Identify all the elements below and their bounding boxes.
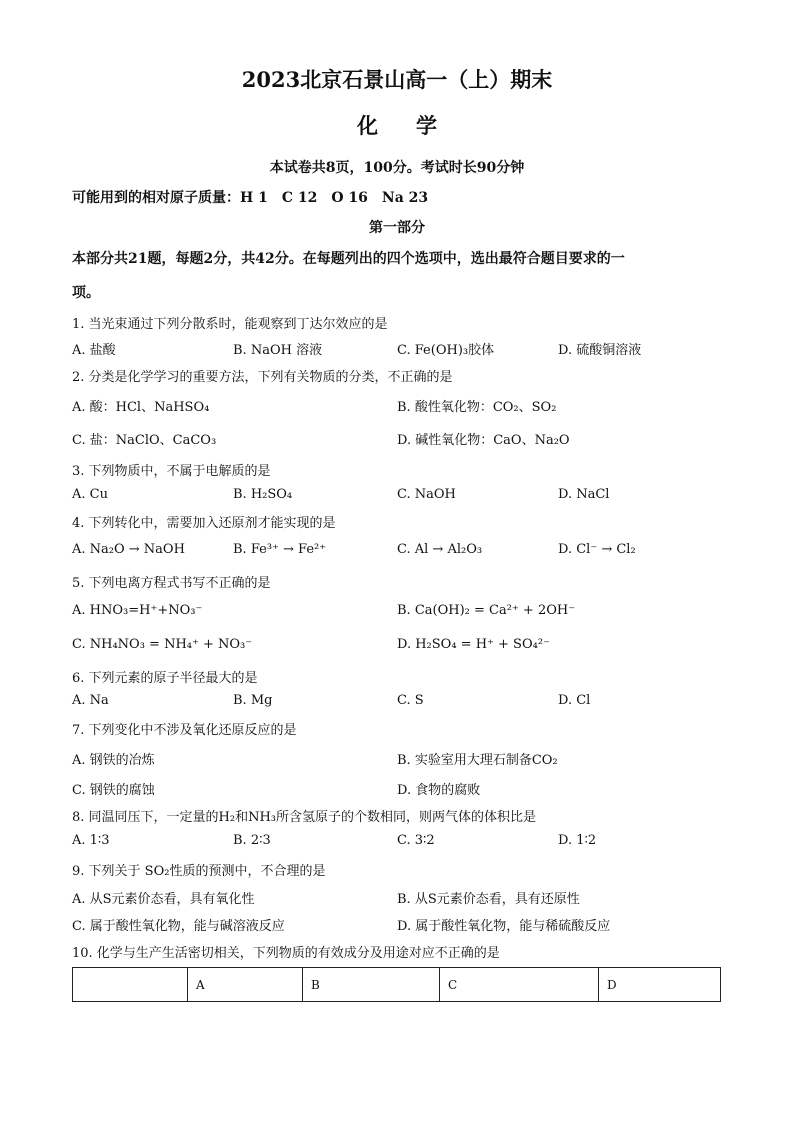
option-d: D. 食物的腐败 — [397, 783, 481, 798]
option-a: A. 从S元素价态看，具有氧化性 — [72, 892, 255, 907]
option-b: B. Mg — [233, 693, 273, 708]
table-header-cell: C — [440, 968, 599, 1002]
option-c: C. 盐：NaClO、CaCO₃ — [72, 433, 217, 448]
option-c: C. 钢铁的腐蚀 — [72, 783, 155, 798]
question-stem: 3. 下列物质中，不属于电解质的是 — [72, 464, 271, 479]
answer-table — [72, 967, 721, 1002]
question-stem: 1. 当光束通过下列分散系时，能观察到丁达尔效应的是 — [72, 317, 388, 332]
option-d: D. Cl⁻ → Cl₂ — [558, 542, 636, 557]
option-c: C. NH₄NO₃ = NH₄⁺ + NO₃⁻ — [72, 637, 253, 652]
question-stem: 5. 下列电离方程式书写不正确的是 — [72, 576, 271, 591]
question-stem: 6. 下列元素的原子半径最大的是 — [72, 671, 258, 686]
option-c: C. Fe(OH)₃胶体 — [397, 343, 495, 358]
atomic-masses: 可能用到的相对原子质量：H 1 C 12 O 16 Na 23 — [72, 190, 429, 206]
table-header-cell — [73, 968, 188, 1002]
option-c: C. 3∶2 — [397, 833, 435, 848]
option-b: B. 酸性氧化物：CO₂、SO₂ — [397, 400, 557, 415]
table-row — [73, 968, 721, 1002]
option-b: B. H₂SO₄ — [233, 487, 293, 502]
option-b: B. Ca(OH)₂ = Ca²⁺ + 2OH⁻ — [397, 603, 576, 618]
option-a: A. 钢铁的冶炼 — [72, 753, 155, 768]
option-b: B. 从S元素价态看，具有还原性 — [397, 892, 580, 907]
option-b: B. 2∶3 — [233, 833, 271, 848]
option-a: A. Na — [72, 693, 109, 708]
option-a: A. 1∶3 — [72, 833, 110, 848]
question-stem: 7. 下列变化中不涉及氧化还原反应的是 — [72, 723, 297, 738]
option-c: C. 属于酸性氧化物，能与碱溶液反应 — [72, 919, 285, 934]
exam-info: 本试卷共8页，100分。考试时长90分钟 — [269, 160, 525, 176]
question-stem: 4. 下列转化中，需要加入还原剂才能实现的是 — [72, 516, 336, 531]
question-stem: 2. 分类是化学学习的重要方法，下列有关物质的分类，不正确的是 — [72, 370, 453, 385]
option-a: A. HNO₃=H⁺+NO₃⁻ — [72, 603, 203, 618]
option-b: B. Fe³⁺ → Fe²⁺ — [233, 542, 327, 557]
question-stem: 10. 化学与生产生活密切相关，下列物质的有效成分及用途对应不正确的是 — [72, 946, 500, 961]
table-header-cell: A — [188, 968, 303, 1002]
instructions-line-1: 本部分共21题，每题2分，共42分。在每题列出的四个选项中，选出最符合题目要求的一 — [72, 251, 625, 267]
question-stem: 9. 下列关于 SO₂性质的预测中，不合理的是 — [72, 864, 326, 879]
part-heading: 第一部分 — [369, 220, 425, 236]
option-c: C. S — [397, 693, 424, 708]
option-d: D. 硫酸铜溶液 — [558, 343, 642, 358]
option-a: A. Na₂O → NaOH — [72, 542, 185, 557]
option-a: A. 盐酸 — [72, 343, 116, 358]
option-c: C. Al → Al₂O₃ — [397, 542, 483, 557]
table-header-cell: D — [599, 968, 721, 1002]
option-d: D. Cl — [558, 693, 591, 708]
table-header-cell: B — [303, 968, 440, 1002]
option-a: A. 酸：HCl、NaHSO₄ — [72, 400, 210, 415]
option-d: D. 1∶2 — [558, 833, 597, 848]
option-a: A. Cu — [72, 487, 108, 502]
question-stem: 8. 同温同压下，一定量的H₂和NH₃所含氢原子的个数相同，则两气体的体积比是 — [72, 810, 537, 825]
exam-title: 2023北京石景山高一（上）期末 — [241, 67, 553, 92]
option-d: D. H₂SO₄ = H⁺ + SO₄²⁻ — [397, 637, 550, 652]
option-b: B. 实验室用大理石制备CO₂ — [397, 753, 558, 768]
option-c: C. NaOH — [397, 487, 456, 502]
option-b: B. NaOH 溶液 — [233, 343, 323, 358]
subject-title: 化学 — [357, 113, 475, 138]
option-d: D. NaCl — [558, 487, 610, 502]
option-d: D. 碱性氧化物：CaO、Na₂O — [397, 433, 570, 448]
option-d: D. 属于酸性氧化物，能与稀硫酸反应 — [397, 919, 611, 934]
instructions-line-2: 项。 — [72, 285, 100, 301]
